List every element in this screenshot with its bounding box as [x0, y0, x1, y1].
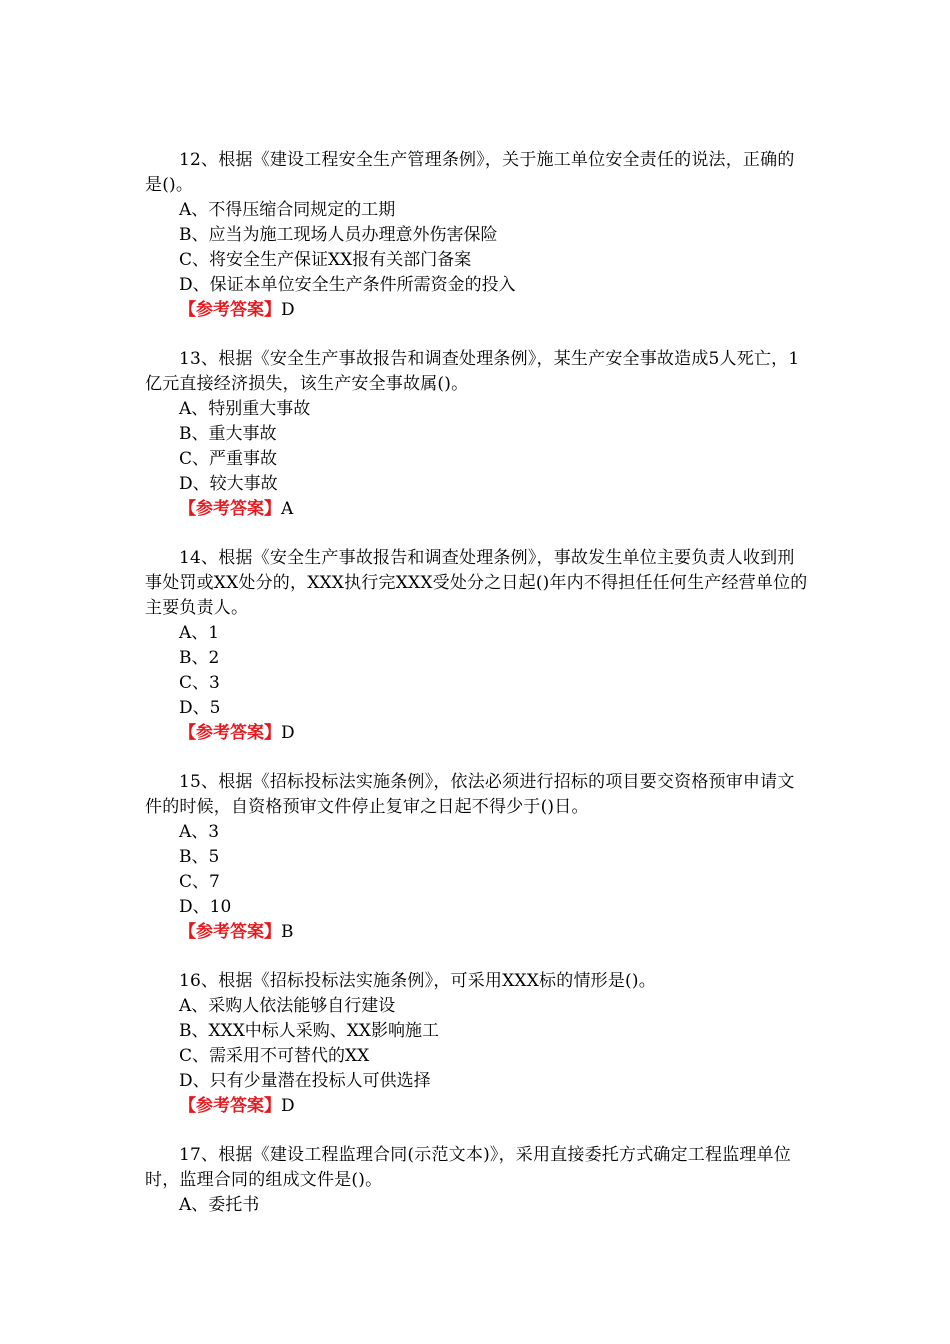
answer-label: 【参考答案】 [179, 300, 281, 320]
option-b: B、应当为施工现场人员办理意外伤害保险 [179, 225, 498, 245]
answer-label: 【参考答案】 [179, 723, 281, 743]
answer-line [145, 920, 810, 945]
question-16 [145, 969, 810, 1119]
answer-label: 【参考答案】 [179, 499, 281, 519]
option-a: A、不得压缩合同规定的工期 [179, 200, 396, 220]
question-13 [145, 347, 810, 522]
option-b: B、XXX中标人采购、XX影响施工 [179, 1021, 440, 1041]
answer-value: D [281, 300, 295, 320]
option-c: C、7 [179, 872, 220, 892]
answer-label: 【参考答案】 [179, 922, 281, 942]
answer-line [145, 721, 810, 746]
option-b: B、2 [179, 648, 220, 668]
option-a: A、采购人依法能够自行建设 [179, 996, 396, 1016]
option-b: B、5 [179, 847, 220, 867]
question-text: 13、根据《安全生产事故报告和调查处理条例》，某生产安全事故造成5人死亡，1亿元直接经济损失，该生产安全事故属()。 [145, 349, 800, 394]
answer-value: D [281, 1096, 295, 1116]
option-d: D、5 [179, 698, 221, 718]
answer-line [145, 298, 810, 323]
question-text: 17、根据《建设工程监理合同(示范文本)》，采用直接委托方式确定工程监理单位时，监理合同的组成文件是()。 [145, 1145, 791, 1190]
answer-value: D [281, 723, 295, 743]
question-list [145, 148, 810, 1242]
answer-line [145, 497, 810, 522]
option-a: A、特别重大事故 [179, 399, 311, 419]
question-15 [145, 770, 810, 945]
option-c: C、将安全生产保证XX报有关部门备案 [179, 250, 472, 270]
option-c: C、需采用不可替代的XX [179, 1046, 370, 1066]
option-a: A、3 [179, 822, 220, 842]
option-c: C、3 [179, 673, 220, 693]
option-b: B、重大事故 [179, 424, 277, 444]
option-d: D、较大事故 [179, 474, 278, 494]
question-text: 14、根据《安全生产事故报告和调查处理条例》，事故发生单位主要负责人收到刑事处罚或XX处分的，XXX执行完XXX受处分之日起()年内不得担任任何生产经营单位的主要负责人。 [145, 548, 808, 618]
question-17 [145, 1143, 810, 1218]
answer-value: B [281, 922, 294, 942]
option-a: A、委托书 [179, 1195, 260, 1215]
option-a: A、1 [179, 623, 220, 643]
option-d: D、10 [179, 897, 232, 917]
option-d: D、只有少量潜在投标人可供选择 [179, 1071, 431, 1091]
question-text: 16、根据《招标投标法实施条例》，可采用XXX标的情形是()。 [179, 971, 656, 991]
question-text: 12、根据《建设工程安全生产管理条例》，关于施工单位安全责任的说法，正确的是()。 [145, 150, 795, 195]
answer-label: 【参考答案】 [179, 1096, 281, 1116]
question-text: 15、根据《招标投标法实施条例》，依法必须进行招标的项目要交资格预审申请文件的时候，自资格预审文件停止复审之日起不得少于()日。 [145, 772, 795, 817]
option-d: D、保证本单位安全生产条件所需资金的投入 [179, 275, 516, 295]
option-c: C、严重事故 [179, 449, 278, 469]
answer-line [145, 1094, 810, 1119]
question-14 [145, 546, 810, 746]
answer-value: A [281, 499, 294, 519]
question-12 [145, 148, 810, 323]
